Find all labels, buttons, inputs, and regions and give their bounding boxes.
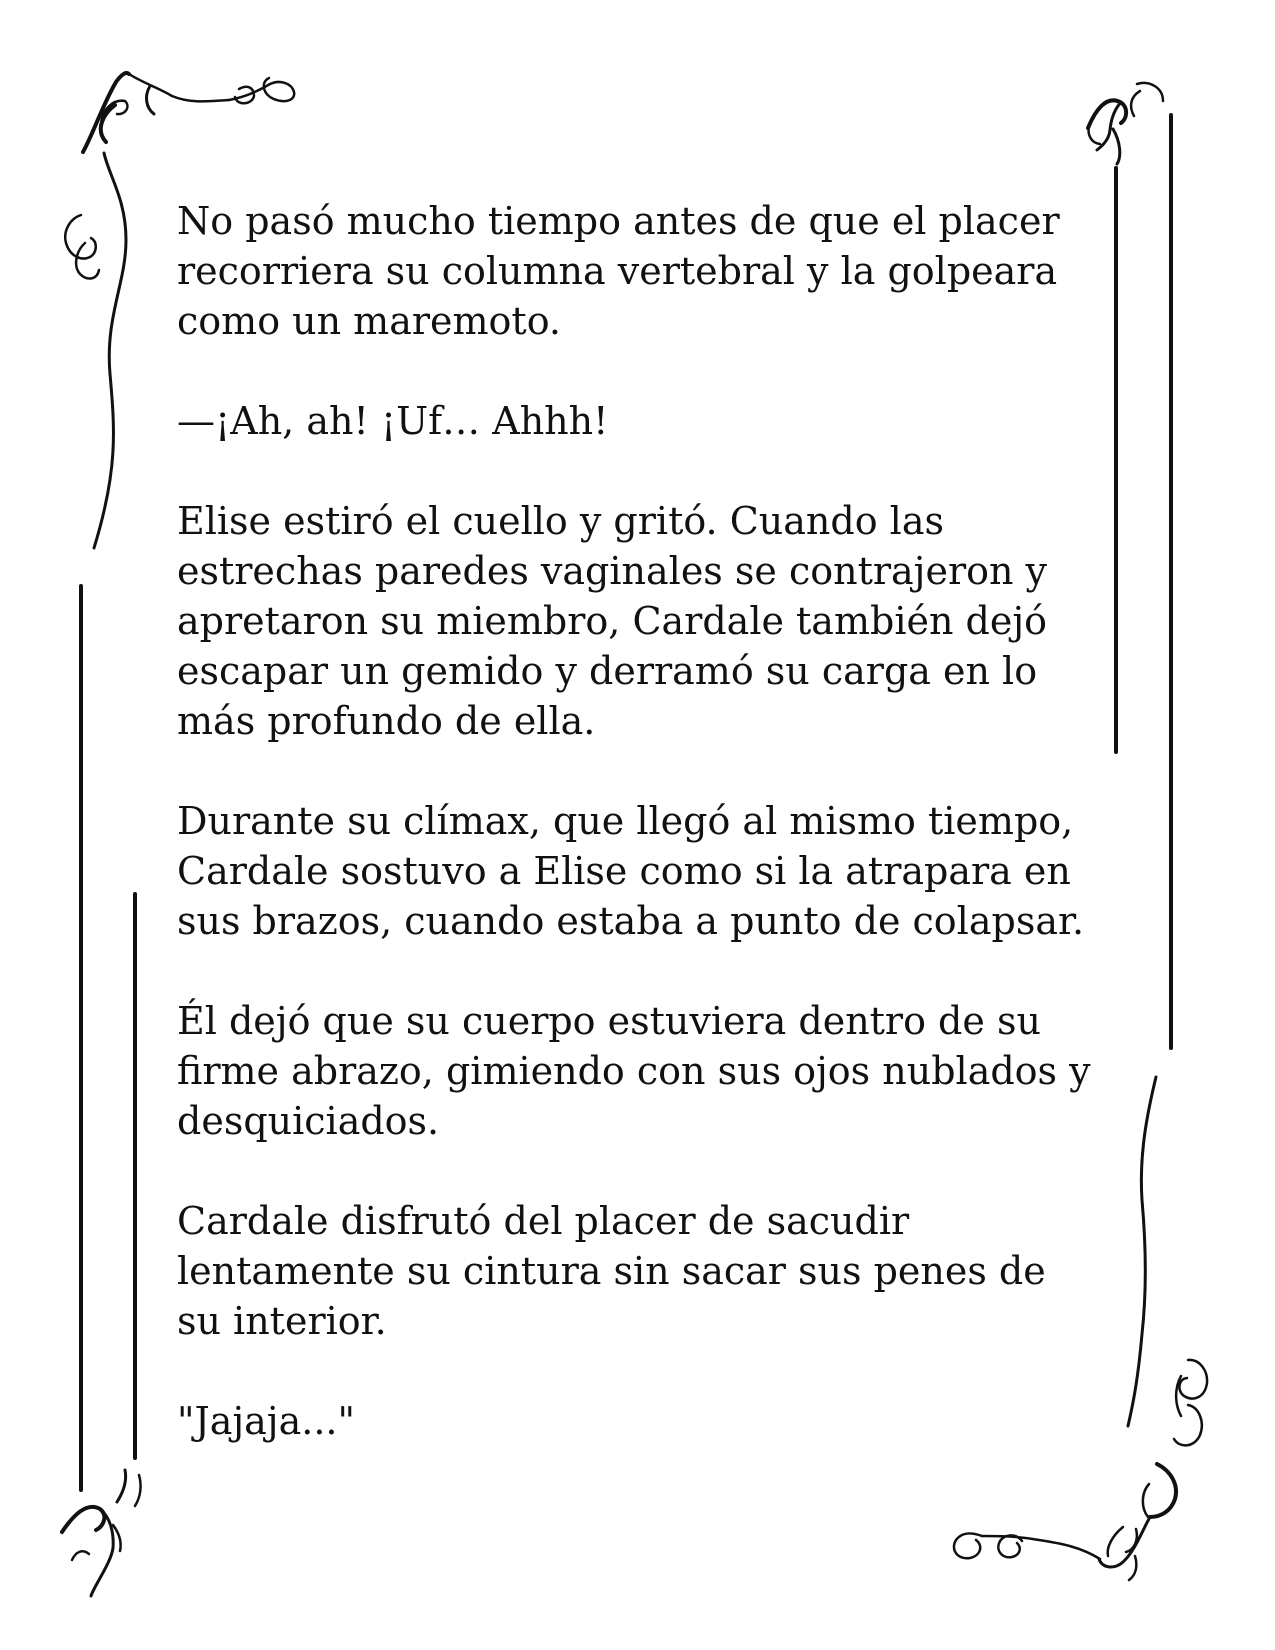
- story-text: [177, 196, 1097, 1446]
- paragraph-3: Elise estiró el cuello y gritó. Cuando las estrechas paredes vaginales se contrajeron y apretaron su miembro, Cardale también dejó escapar un gemido y derramó su carga en lo más profundo de ella.: [177, 499, 1048, 743]
- flourish-top-right-icon: [1088, 83, 1171, 1048]
- paragraph-2: —¡Ah, ah! ¡Uf… Ahhh!: [177, 399, 609, 443]
- paragraph-6: Cardale disfrutó del placer de sacudir lentamente su cintura sin sacar sus penes de su interior.: [177, 1199, 1046, 1343]
- paragraph-5: Él dejó que su cuerpo estuviera dentro de su firme abrazo, gimiendo con sus ojos nublados y desquiciados.: [177, 999, 1091, 1143]
- paragraph-1: No pasó mucho tiempo antes de que el placer recorriera su columna vertebral y la golpeara como un maremoto.: [177, 199, 1060, 343]
- paragraph-7: "Jajaja...": [177, 1399, 355, 1443]
- flourish-bottom-left-icon: [62, 1470, 141, 1596]
- paragraph-4: Durante su clímax, que llegó al mismo tiempo, Cardale sostuvo a Elise como si la atrapara en sus brazos, cuando estaba a punto de colapsar.: [177, 799, 1085, 943]
